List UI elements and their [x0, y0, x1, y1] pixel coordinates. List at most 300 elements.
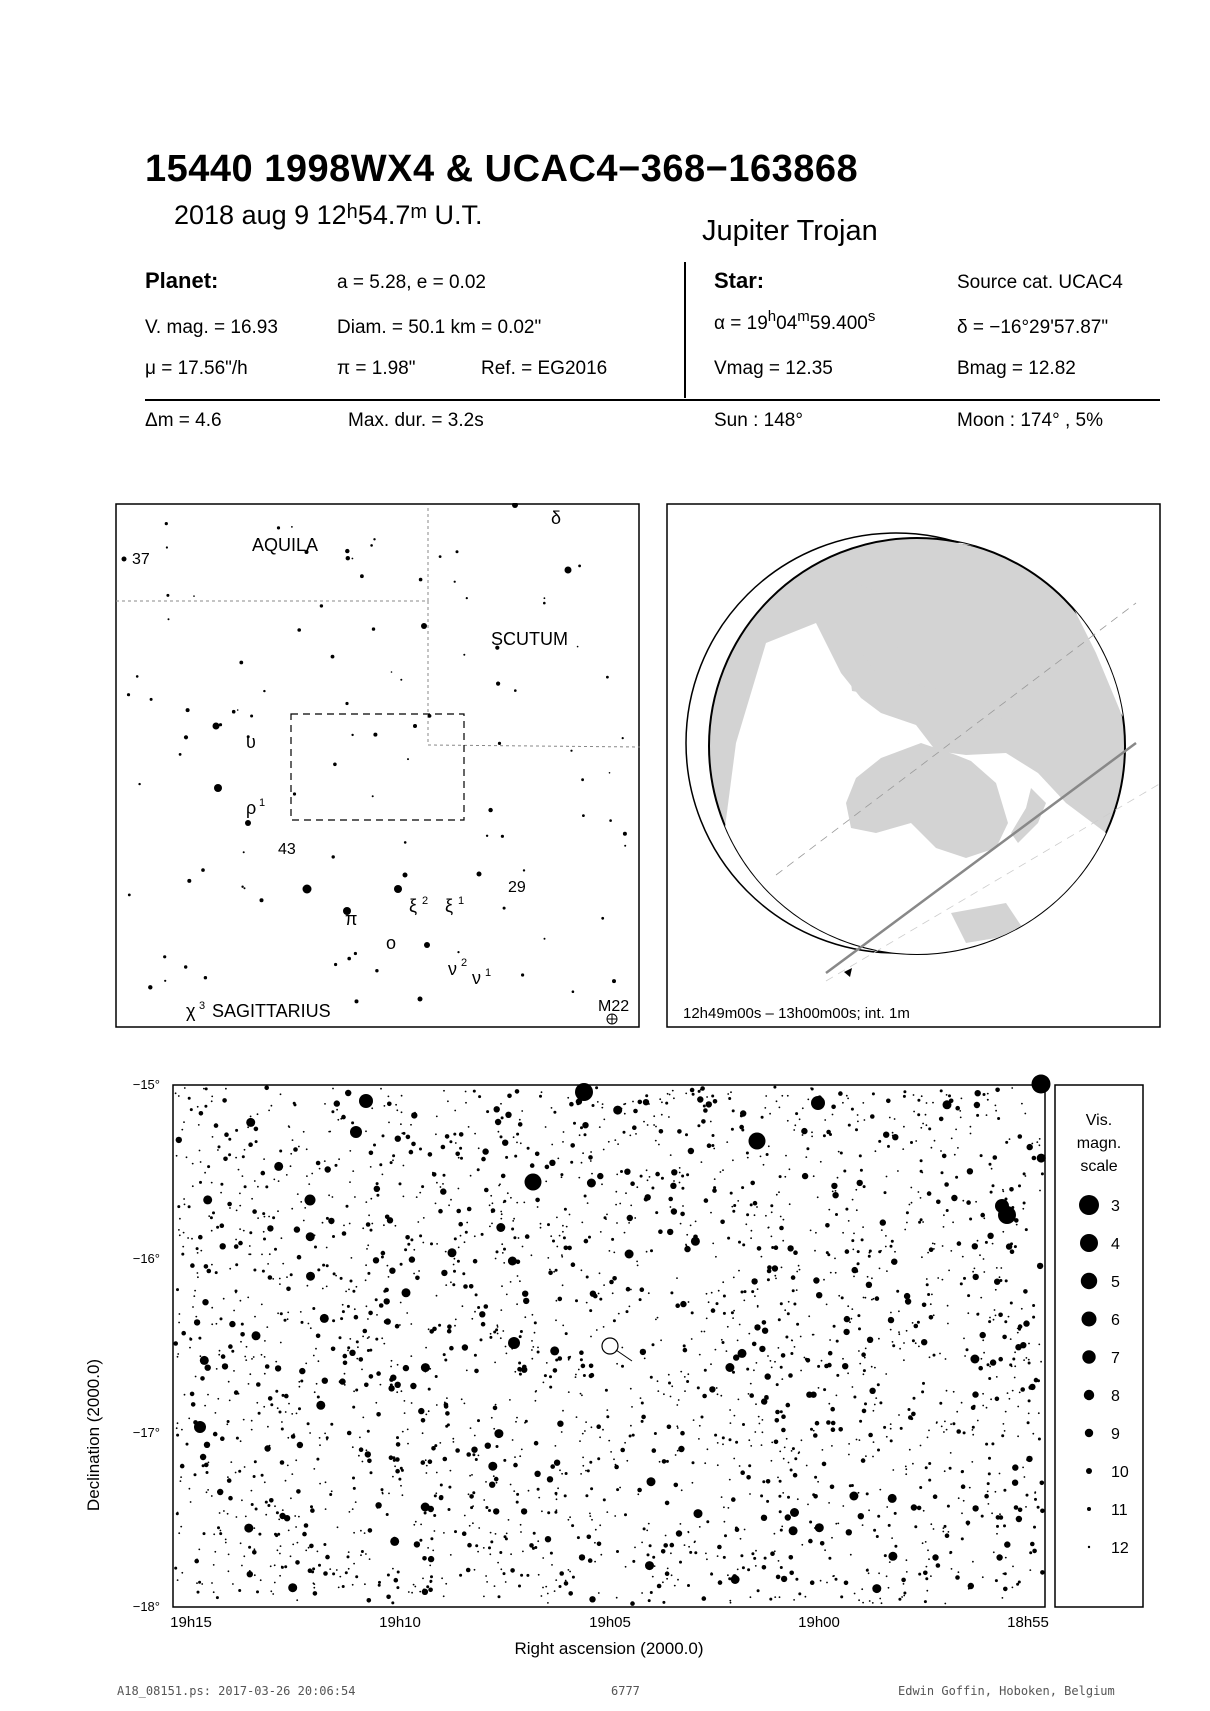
field-star	[661, 1101, 663, 1103]
field-star	[464, 1241, 466, 1243]
field-star	[904, 1293, 910, 1299]
field-star	[603, 1119, 605, 1121]
field-star	[937, 1277, 939, 1279]
field-star	[255, 1508, 258, 1511]
field-star	[333, 1272, 336, 1275]
field-star	[201, 1583, 203, 1585]
field-star	[680, 1431, 685, 1436]
earth-visibility-map	[666, 503, 1161, 1029]
field-star	[524, 1422, 526, 1424]
field-star	[543, 1382, 545, 1384]
field-star	[686, 1173, 689, 1176]
field-star	[324, 1433, 326, 1435]
field-star	[246, 1346, 248, 1348]
field-star	[962, 1256, 964, 1258]
field-star	[987, 1491, 989, 1493]
field-star	[918, 1221, 921, 1224]
field-star	[648, 1292, 650, 1294]
field-star	[688, 1546, 690, 1548]
field-star	[375, 1338, 378, 1341]
field-star	[995, 1579, 998, 1582]
field-star	[645, 1094, 648, 1097]
field-star	[785, 1155, 787, 1157]
field-star	[493, 1406, 498, 1411]
field-star	[483, 1547, 485, 1549]
field-star	[1004, 1430, 1006, 1432]
field-star	[1034, 1498, 1037, 1501]
field-star	[917, 1506, 922, 1511]
field-star	[207, 1489, 209, 1491]
field-star	[735, 1527, 740, 1532]
field-star	[519, 1335, 522, 1338]
detail-star-chart	[0, 1070, 1210, 1680]
moon-elongation: Moon : 174° , 5%	[957, 410, 1103, 431]
field-star	[780, 1216, 782, 1218]
field-star	[351, 1257, 353, 1259]
field-star	[870, 1114, 875, 1119]
field-star	[556, 1246, 558, 1248]
field-star	[1028, 1362, 1031, 1365]
field-star	[743, 1300, 745, 1302]
field-star	[903, 1592, 906, 1595]
field-star	[755, 1403, 757, 1405]
field-star	[1003, 1489, 1006, 1492]
field-star	[903, 1126, 905, 1128]
field-star	[555, 1494, 557, 1496]
field-star	[888, 1317, 894, 1323]
field-star	[762, 1419, 764, 1421]
field-star	[522, 1365, 527, 1370]
field-star	[996, 1376, 998, 1378]
field-star	[325, 1481, 327, 1483]
field-star	[581, 1364, 586, 1369]
field-star	[811, 1096, 825, 1110]
field-star	[317, 1268, 320, 1271]
field-star	[438, 1324, 441, 1327]
field-star	[395, 1104, 397, 1106]
field-star	[190, 1263, 195, 1268]
field-star	[1005, 1141, 1008, 1144]
field-star	[364, 1583, 366, 1585]
field-star	[742, 1243, 745, 1246]
field-star	[316, 1383, 318, 1385]
field-star	[365, 1130, 367, 1132]
field-star	[941, 1171, 944, 1174]
globe-caption: 12h49m00s – 13h00m00s; int. 1m	[683, 1005, 910, 1022]
field-star	[624, 1442, 626, 1444]
field-star	[820, 1161, 822, 1163]
field-star	[245, 1359, 247, 1361]
field-star	[878, 1140, 881, 1143]
field-star	[542, 1557, 544, 1559]
field-star	[239, 1228, 241, 1230]
field-star	[244, 1356, 246, 1358]
field-star	[727, 1237, 730, 1240]
field-star	[484, 1304, 489, 1309]
field-star	[774, 1275, 776, 1277]
field-star	[367, 1272, 370, 1275]
field-star	[1022, 1208, 1024, 1210]
field-star	[228, 1554, 230, 1556]
field-star	[346, 1205, 349, 1208]
field-star	[691, 1311, 694, 1314]
field-star	[274, 1162, 283, 1171]
field-star	[516, 1493, 519, 1496]
field-star	[224, 1132, 229, 1137]
field-star	[982, 1405, 984, 1407]
field-star	[877, 1515, 880, 1518]
field-star	[620, 1448, 625, 1453]
field-star	[305, 1550, 307, 1552]
field-star	[777, 1477, 779, 1479]
field-star	[892, 1344, 895, 1347]
field-star	[547, 1511, 550, 1514]
field-star	[421, 1460, 426, 1465]
field-star	[709, 1386, 715, 1392]
field-star	[730, 1091, 732, 1093]
field-star	[1032, 1433, 1034, 1435]
field-star	[1023, 1320, 1029, 1326]
field-star	[507, 1094, 512, 1099]
field-star	[762, 1328, 768, 1334]
field-star	[829, 1339, 831, 1341]
field-star	[566, 1226, 568, 1228]
field-star	[453, 1441, 455, 1443]
field-star	[842, 1363, 848, 1369]
field-star	[540, 1227, 542, 1229]
field-star	[689, 1551, 692, 1554]
field-star	[621, 1365, 624, 1368]
field-star	[498, 1595, 501, 1598]
field-star	[241, 1323, 244, 1326]
field-star	[454, 1237, 457, 1240]
field-star	[1028, 1359, 1030, 1361]
field-star	[452, 1438, 454, 1440]
field-star	[435, 1133, 437, 1135]
field-star	[614, 1139, 616, 1141]
field-star	[817, 1196, 819, 1198]
field-star	[768, 1227, 770, 1229]
field-star	[430, 1537, 433, 1540]
field-star	[299, 1368, 305, 1374]
field-star	[621, 1347, 623, 1349]
field-star	[454, 1258, 456, 1260]
field-star	[1034, 1491, 1036, 1493]
field-star	[581, 1394, 583, 1396]
field-star	[930, 1523, 932, 1525]
field-star	[778, 1191, 780, 1193]
field-star	[347, 1350, 349, 1352]
field-star	[884, 1554, 887, 1557]
finder-star	[622, 737, 624, 739]
field-star	[500, 1309, 502, 1311]
field-star	[235, 1292, 237, 1294]
field-star	[575, 1376, 577, 1378]
finder-star	[204, 976, 207, 979]
finder-star	[582, 814, 585, 817]
field-star	[473, 1259, 478, 1264]
field-star	[661, 1549, 666, 1554]
field-star	[896, 1290, 899, 1293]
field-star	[793, 1473, 798, 1478]
field-star	[975, 1201, 977, 1203]
field-star	[395, 1136, 401, 1142]
field-star	[228, 1570, 230, 1572]
field-star	[886, 1099, 891, 1104]
finder-star	[601, 917, 604, 920]
field-star	[628, 1222, 630, 1224]
field-star	[339, 1576, 341, 1578]
field-star	[345, 1571, 348, 1574]
field-star	[579, 1350, 584, 1355]
field-star	[338, 1158, 340, 1160]
field-star	[852, 1249, 854, 1251]
field-star	[782, 1240, 784, 1242]
field-star	[783, 1219, 785, 1221]
field-star	[626, 1287, 631, 1292]
field-star	[774, 1533, 776, 1535]
field-star	[316, 1161, 321, 1166]
finder-star	[521, 973, 524, 976]
field-star	[274, 1582, 276, 1584]
field-star	[342, 1231, 347, 1236]
field-star	[568, 1391, 570, 1393]
field-star	[982, 1576, 984, 1578]
field-star	[748, 1393, 750, 1395]
field-star	[831, 1183, 837, 1189]
field-star	[428, 1410, 430, 1412]
field-star	[788, 1462, 790, 1464]
field-star	[841, 1296, 844, 1299]
field-star	[722, 1281, 724, 1283]
field-star	[545, 1536, 551, 1542]
field-star	[851, 1108, 854, 1111]
field-star	[921, 1172, 923, 1174]
field-star	[634, 1217, 636, 1219]
field-star	[417, 1221, 419, 1223]
field-star	[534, 1471, 540, 1477]
field-star	[272, 1278, 274, 1280]
field-star	[547, 1476, 553, 1482]
field-star	[950, 1452, 952, 1454]
finder-star	[454, 581, 456, 583]
field-star	[730, 1192, 733, 1195]
field-star	[717, 1555, 719, 1557]
field-star	[929, 1315, 934, 1320]
legend-mag-label: 5	[1111, 1274, 1120, 1291]
field-star	[835, 1578, 838, 1581]
field-star	[562, 1225, 564, 1227]
field-star	[285, 1480, 287, 1482]
label-aquila: AQUILA	[252, 535, 319, 555]
field-star	[778, 1560, 780, 1562]
field-star	[368, 1528, 373, 1533]
field-star	[1018, 1581, 1021, 1584]
field-star	[914, 1525, 917, 1528]
field-star	[234, 1244, 239, 1249]
field-star	[662, 1601, 665, 1604]
field-star	[944, 1421, 946, 1423]
field-star	[1024, 1476, 1026, 1478]
field-star	[388, 1276, 390, 1278]
field-star	[1037, 1506, 1040, 1509]
field-star	[872, 1602, 874, 1604]
field-star	[874, 1404, 876, 1406]
field-star	[314, 1391, 316, 1393]
field-star	[211, 1495, 213, 1497]
field-star	[912, 1463, 914, 1465]
field-star	[554, 1590, 556, 1592]
field-star	[599, 1126, 601, 1128]
field-star	[235, 1157, 237, 1159]
field-star	[554, 1460, 560, 1466]
field-star	[598, 1293, 600, 1295]
field-star	[857, 1180, 863, 1186]
field-star	[287, 1465, 289, 1467]
field-star	[369, 1151, 374, 1156]
field-star	[443, 1457, 448, 1462]
legend-dot	[1088, 1546, 1090, 1548]
field-star	[903, 1095, 906, 1098]
field-star	[263, 1158, 265, 1160]
field-star	[586, 1302, 588, 1304]
field-star	[814, 1476, 817, 1479]
field-star	[944, 1525, 947, 1528]
field-star	[575, 1299, 578, 1302]
field-star	[251, 1503, 254, 1506]
field-star	[739, 1465, 741, 1467]
field-star	[669, 1094, 671, 1096]
field-star	[279, 1411, 282, 1414]
finder-star	[624, 845, 626, 847]
field-star	[1014, 1365, 1016, 1367]
field-star	[959, 1110, 961, 1112]
field-star	[192, 1306, 194, 1308]
field-star	[292, 1139, 294, 1141]
field-star	[875, 1397, 877, 1399]
legend-dot	[1081, 1273, 1097, 1289]
field-star	[389, 1268, 395, 1274]
field-star	[727, 1093, 729, 1095]
field-star	[701, 1416, 704, 1419]
field-star	[813, 1334, 815, 1336]
field-star	[1004, 1541, 1010, 1547]
field-star	[894, 1118, 896, 1120]
field-star	[835, 1213, 838, 1216]
field-star	[694, 1509, 703, 1518]
field-star	[761, 1515, 767, 1521]
field-star	[686, 1234, 688, 1236]
field-star	[594, 1561, 596, 1563]
field-star	[700, 1089, 702, 1091]
field-star	[597, 1173, 603, 1179]
field-star	[188, 1205, 191, 1208]
field-star	[767, 1278, 770, 1281]
field-star	[735, 1441, 738, 1444]
field-star	[320, 1314, 329, 1323]
field-star	[184, 1087, 186, 1089]
field-star	[221, 1354, 226, 1359]
field-star	[947, 1505, 950, 1508]
field-star	[297, 1442, 303, 1448]
field-star	[913, 1094, 915, 1096]
field-star	[613, 1319, 616, 1322]
field-star	[246, 1118, 255, 1127]
finder-star	[514, 689, 517, 692]
field-star	[227, 1513, 229, 1515]
finder-star	[239, 661, 243, 665]
field-star	[814, 1250, 816, 1252]
y-tick-labels	[133, 1077, 178, 1614]
field-star	[589, 1515, 591, 1517]
field-star	[489, 1204, 491, 1206]
field-star	[769, 1113, 771, 1115]
field-star	[395, 1324, 400, 1329]
finder-star	[498, 742, 501, 745]
field-star	[955, 1106, 960, 1111]
field-star	[848, 1220, 850, 1222]
field-star	[490, 1540, 493, 1543]
finder-star	[232, 710, 236, 714]
field-star	[620, 1170, 623, 1173]
field-star	[657, 1317, 659, 1319]
field-star	[751, 1230, 753, 1232]
field-star	[477, 1168, 480, 1171]
field-star	[652, 1556, 655, 1559]
field-star	[869, 1250, 872, 1253]
field-star	[655, 1211, 658, 1214]
field-star	[820, 1541, 825, 1546]
field-star	[450, 1199, 452, 1201]
field-star	[704, 1198, 709, 1203]
field-star	[266, 1326, 268, 1328]
field-star	[580, 1473, 582, 1475]
field-star	[287, 1312, 289, 1314]
field-star	[535, 1152, 540, 1157]
field-star	[225, 1542, 227, 1544]
field-star	[706, 1293, 708, 1295]
field-star	[516, 1303, 518, 1305]
field-star	[1021, 1308, 1023, 1310]
field-star	[632, 1560, 635, 1563]
field-star	[428, 1556, 434, 1562]
field-star	[996, 1267, 998, 1269]
field-star	[672, 1090, 674, 1092]
field-star	[535, 1400, 537, 1402]
field-star	[355, 1501, 357, 1503]
field-star	[720, 1220, 725, 1225]
field-star	[404, 1412, 406, 1414]
field-star	[367, 1318, 369, 1320]
field-star	[378, 1584, 381, 1587]
field-star	[402, 1288, 411, 1297]
field-star	[766, 1397, 769, 1400]
field-star	[454, 1530, 457, 1533]
field-star	[392, 1154, 395, 1157]
field-star	[946, 1094, 948, 1096]
field-star	[912, 1322, 914, 1324]
field-star	[203, 1532, 206, 1535]
field-star	[401, 1390, 403, 1392]
field-star	[610, 1451, 612, 1453]
field-star	[247, 1297, 249, 1299]
field-star	[251, 1198, 253, 1200]
field-star	[734, 1415, 736, 1417]
field-star	[590, 1291, 596, 1297]
field-star	[453, 1133, 456, 1136]
field-star	[794, 1457, 797, 1460]
field-star	[657, 1380, 659, 1382]
